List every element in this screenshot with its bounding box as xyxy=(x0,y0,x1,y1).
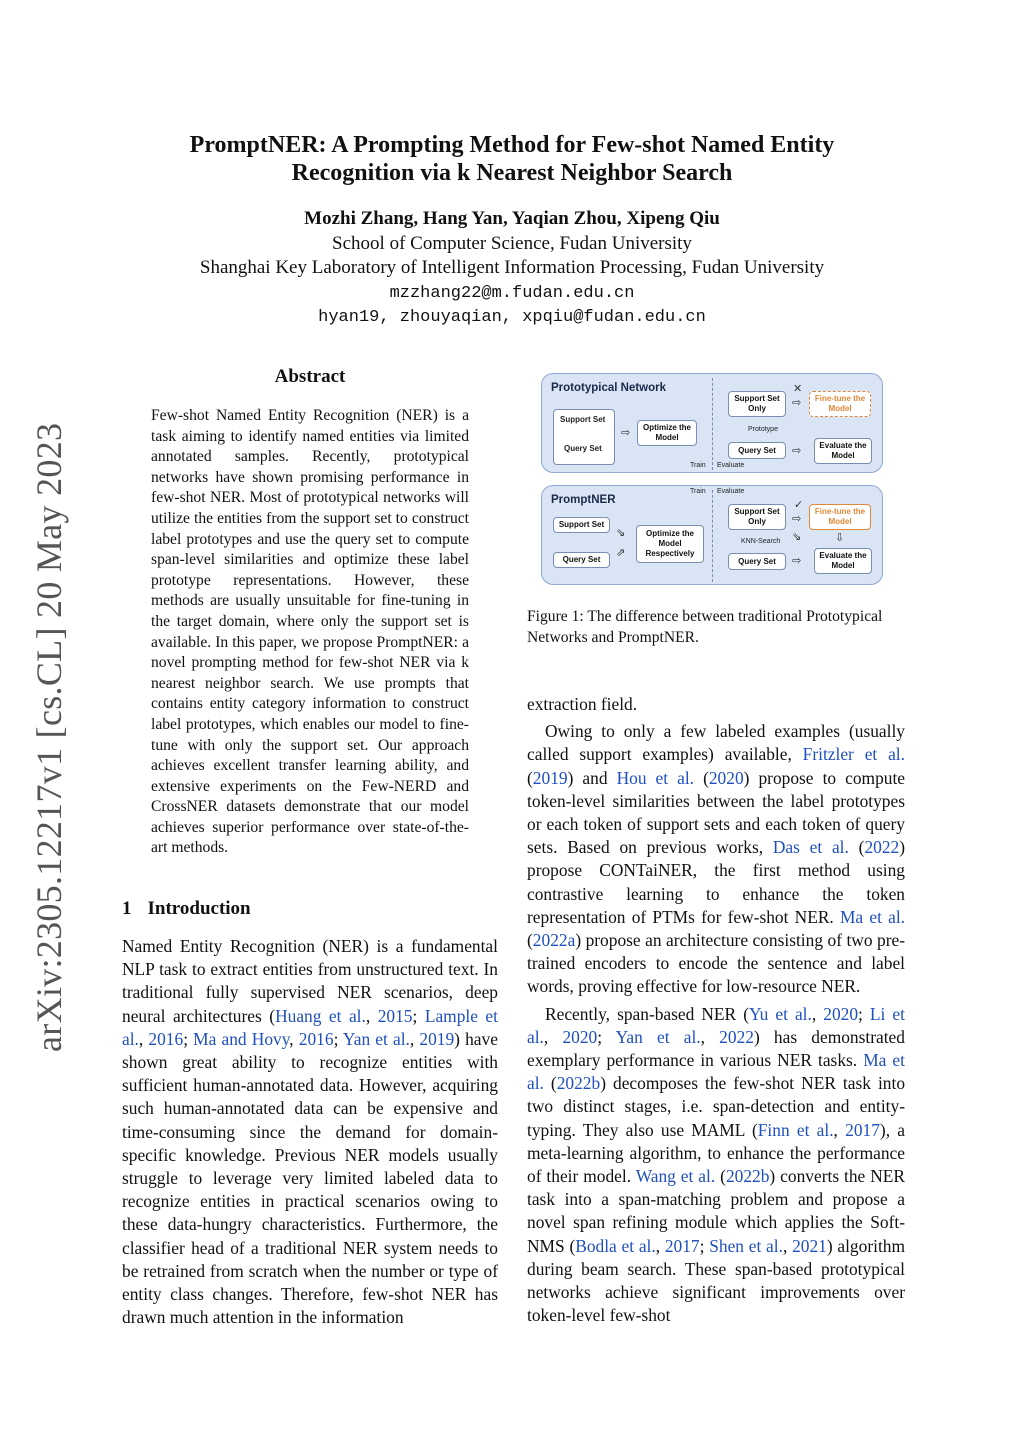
citation-year[interactable]: 2022 xyxy=(719,1026,754,1047)
citation-link[interactable]: Bodla et al. xyxy=(575,1235,656,1256)
citation-year[interactable]: 2020 xyxy=(708,767,744,788)
evaluate-model-box: Evaluate the Model xyxy=(814,438,872,464)
authors: Mozhi Zhang, Hang Yan, Yaqian Zhou, Xipeng Qiu xyxy=(304,208,720,229)
citation-year[interactable]: 2022b xyxy=(725,1166,770,1187)
affiliation-2: Shanghai Key Laboratory of Intelligent Information Processing, Fudan University xyxy=(199,257,825,278)
citation-year[interactable]: 2022 xyxy=(864,837,900,858)
citation-link[interactable]: Fritzler et al. xyxy=(802,744,905,765)
arrow-right-icon: ⇨ xyxy=(792,397,802,409)
citation-link[interactable]: Ma and Hovy xyxy=(193,1028,290,1049)
train-label: Train xyxy=(690,488,706,495)
citation-year[interactable]: 2020 xyxy=(562,1026,598,1047)
panel-title: PromptNER xyxy=(551,494,616,506)
support-set-only-box: Support Set Only xyxy=(728,504,786,530)
citation-link[interactable]: Huang et al. xyxy=(275,1005,366,1026)
evaluate-label: Evaluate xyxy=(717,462,745,469)
intro-paragraph-1: Named Entity Recognition (NER) is a fundamental NLP task to extract entities from unstructured text. In traditional fully supervised NER scenarios, deep neural architectures (Huang et al., 2015; Lample et al., 2016; Ma and Hovy, 2016; Yan et al., 2019) have shown great ability to recognize entities with sufficient human-annotated data. However, acquiring such human-annotated data can be expensive and time-consuming since the demand for domain-specific knowledge. Previous NER models usually struggle to leverage very limited labeled data to recognize entities in practical scenarios owing to these data-hungry characteristics. Furthermore, the classifier head of a traditional NER system needs to be retrained from scratch when the number or type of entity class changes. Therefore, few-shot NER has drawn much attention in the information xyxy=(122,936,498,1328)
query-set-label: Query Set xyxy=(564,444,602,453)
citation-year[interactable]: 2019 xyxy=(419,1028,455,1049)
figure-1 xyxy=(541,373,883,585)
arrow-down-right-icon: ⇘ xyxy=(792,531,802,543)
query-set-box: Query Set xyxy=(553,552,610,568)
citation-link[interactable]: Yu et al. xyxy=(749,1003,812,1024)
citation-link[interactable]: Wang et al. xyxy=(635,1166,716,1187)
abstract-heading: Abstract xyxy=(274,366,346,387)
citation-year[interactable]: 2022a xyxy=(532,930,576,951)
citation-year[interactable]: 2016 xyxy=(148,1028,184,1049)
paper-title-line-1: PromptNER: A Prompting Method for Few-shot Named Entity xyxy=(189,132,835,158)
arrow-down-right-icon: ⇘ xyxy=(616,527,626,539)
affiliation-1: School of Computer Science, Fudan University xyxy=(332,233,692,254)
citation-year[interactable]: 2020 xyxy=(823,1003,859,1024)
abstract-text: Few-shot Named Entity Recognition (NER) is a task aiming to identify named entities via limited annotated samples. Recently, prototypical networks have shown promising performance in few-shot NER. Most of prototypical networks will utilize the entities from the support set to construct label prototypes and use the query set to compute span-level similarities and optimize these label prototype representations. However, these methods are usually unsuitable for fine-tuning in the target domain, where only the support set is available. In this paper, we propose PromptNER: a novel prompting method for few-shot NER via k nearest neighbor search. We use prompts that contains entity category information to construct label prototypes, which enables our model to fine-tune with only the support set. Our approach achieves excellent transfer learning ability, and extensive experiments on the Few-NERD and CrossNER datasets demonstrate that our model achieves superior performance over state-of-the-art methods. xyxy=(151,407,469,857)
arrow-up-right-icon: ⇗ xyxy=(616,547,626,559)
finetune-model-box: Fine-tune the Model xyxy=(809,504,871,530)
citation-link[interactable]: Das et al. xyxy=(772,837,849,858)
citation-link[interactable]: Shen et al. xyxy=(709,1235,783,1256)
finetune-model-box: Fine-tune the Model xyxy=(809,391,871,417)
citation-year[interactable]: 2017 xyxy=(845,1119,880,1140)
intro-left-column xyxy=(122,935,498,1329)
intro-paragraph-3: Recently, span-based NER (Yu et al., 2020; Li et al., 2020; Yan et al., 2022) has demonstrated exemplary performance in various NER tasks. Ma et al. (2022b) decomposes the few-shot NER task into two distinct stages, i.e. span-detection and entity-typing. They also use MAML (Finn et al., 2017), a meta-learning algorithm, to enhance the performance of their model. Wang et al. (2022b) converts the NER task into a span-matching problem and propose a novel span refining module which applies the Soft-NMS (Bodla et al., 2017; Shen et al., 2021) algorithm during beam search. These span-based prototypical networks achieve significant improvements over token-level few-shot xyxy=(527,1003,906,1326)
train-evaluate-divider xyxy=(712,490,713,582)
section-number: 1 xyxy=(122,898,132,919)
query-set-right-box: Query Set xyxy=(728,553,786,570)
citation-year[interactable]: 2017 xyxy=(664,1235,700,1256)
arrow-down-icon: ⇩ xyxy=(835,532,845,544)
citation-year[interactable]: 2021 xyxy=(792,1235,827,1256)
prototype-label: Prototype xyxy=(748,426,778,433)
email-2: hyan19, zhouyaqian, xpqiu@fudan.edu.cn xyxy=(318,308,706,327)
paragraph-continuation: extraction field. xyxy=(527,694,638,714)
citation-link[interactable]: Finn et al. xyxy=(757,1119,834,1140)
citation-year[interactable]: 2015 xyxy=(377,1005,413,1026)
arrow-right-icon: ⇨ xyxy=(792,445,802,457)
arrow-right-icon: ⇨ xyxy=(621,427,631,439)
citation-link[interactable]: Li et al. xyxy=(527,1003,905,1047)
optimize-model-respectively-box: Optimize the Model Respectively xyxy=(636,525,704,563)
email-1: mzzhang22@m.fudan.edu.cn xyxy=(389,284,635,303)
section-title: Introduction xyxy=(147,898,251,919)
support-set-box: Support Set xyxy=(553,517,610,533)
train-evaluate-divider xyxy=(712,378,713,470)
paper-title-line-2: Recognition via k Nearest Neighbor Search xyxy=(291,160,733,186)
intro-paragraph-2: Owing to only a few labeled examples (usually called support examples) available, Fritzler et al. (2019) and Hou et al. (2020) propose to compute token-level similarities between the label prototypes or each token of support sets and each token of query sets. Based on previous works, Das et al. (2022) propose CONTaiNER, the first method using contrastive learning to enhance the token representation of PTMs for few-shot NER. Ma et al. (2022a) propose an architecture consisting of two pre-trained encoders to encode the sentence and label words, proving effective for low-resource NER. xyxy=(527,721,906,997)
support-set-label: Support Set xyxy=(560,415,606,424)
citation-link[interactable]: Lample et al. xyxy=(122,1005,498,1049)
query-set-box: Query Set xyxy=(728,442,786,459)
citation-year[interactable]: 2016 xyxy=(298,1028,334,1049)
intro-right-column xyxy=(527,693,905,1327)
optimize-model-box: Optimize the Model xyxy=(637,420,697,446)
citation-link[interactable]: Hou et al. xyxy=(616,767,695,788)
section-heading xyxy=(122,898,267,920)
figure-caption: Figure 1: The difference between traditional Prototypical Networks and PromptNER. xyxy=(527,608,883,646)
arrow-right-icon: ⇨ xyxy=(792,513,802,525)
check-icon: ✓ xyxy=(794,499,804,511)
support-set-only-box: Support Set Only xyxy=(728,391,786,417)
panel-title: Prototypical Network xyxy=(551,382,667,394)
cross-icon: ✕ xyxy=(793,383,803,395)
promptner-panel xyxy=(541,485,883,585)
citation-link[interactable]: Yan et al. xyxy=(615,1026,701,1047)
citation-link[interactable]: Ma et al. xyxy=(839,906,905,927)
prototypical-network-panel xyxy=(541,373,883,473)
arxiv-identifier: arXiv:2305.12217v1 [cs.CL] 20 May 2023 xyxy=(29,422,69,1052)
train-label: Train xyxy=(690,462,706,469)
citation-year[interactable]: 2019 xyxy=(532,767,568,788)
citation-link[interactable]: Ma et al. xyxy=(527,1050,905,1094)
citation-year[interactable]: 2022b xyxy=(556,1073,601,1094)
evaluate-label: Evaluate xyxy=(717,488,745,495)
arrow-right-icon: ⇨ xyxy=(792,555,802,567)
citation-link[interactable]: Yan et al. xyxy=(342,1028,410,1049)
evaluate-model-box: Evaluate the Model xyxy=(814,548,872,574)
knn-search-label: KNN-Search xyxy=(741,538,781,545)
